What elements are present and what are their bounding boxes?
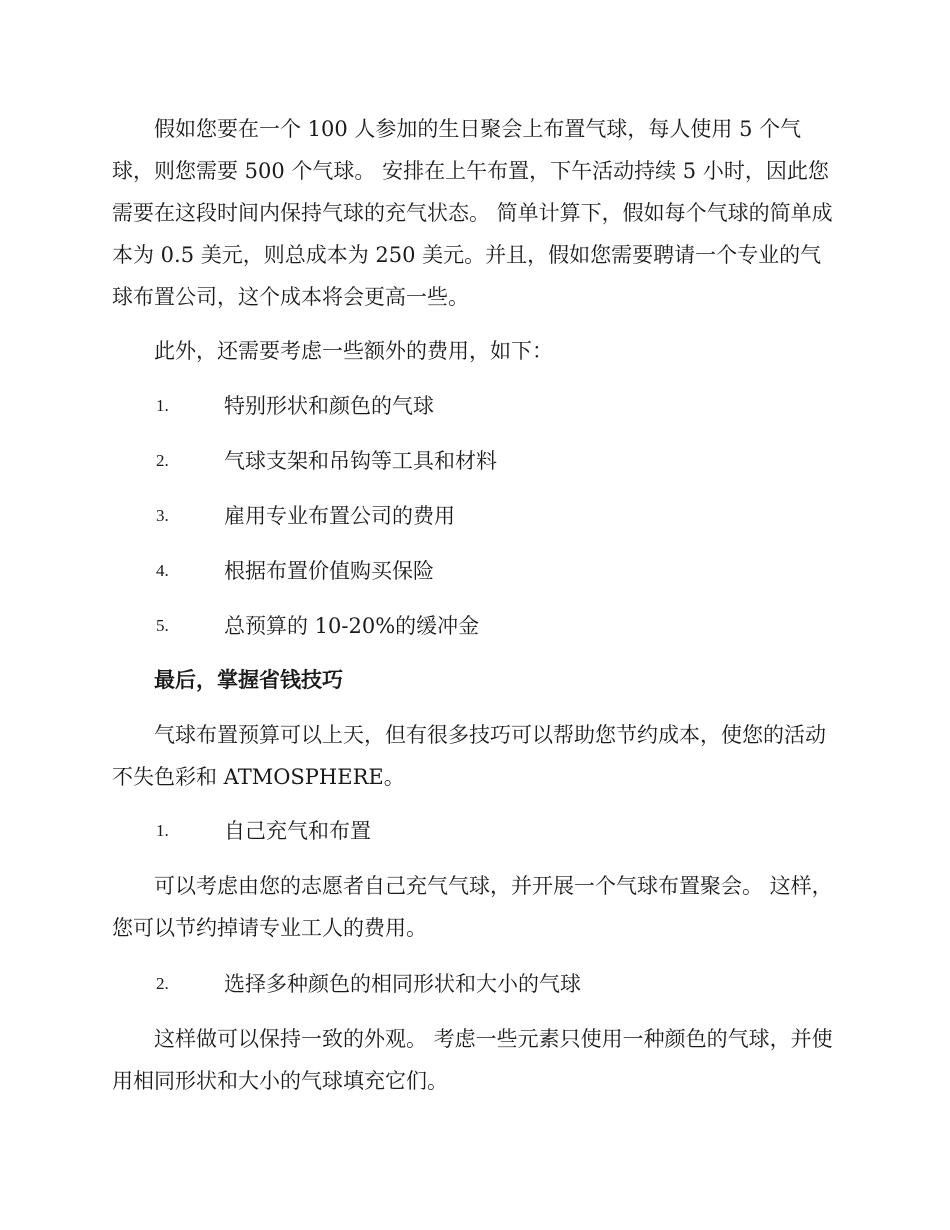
list-item-number: 3. <box>156 506 169 525</box>
tip-item <box>112 963 842 1005</box>
list-item <box>112 495 842 537</box>
list-item-text: 总预算的 10-20%的缓冲金 <box>224 614 480 638</box>
list-item <box>112 550 842 592</box>
list-item-number: 2. <box>156 451 169 470</box>
tip-number: 1. <box>156 821 169 840</box>
list-item <box>112 605 842 647</box>
list-item-text: 根据布置价值购买保险 <box>224 559 434 583</box>
tip-item <box>112 810 842 852</box>
intro-paragraph-block <box>112 108 842 318</box>
extra-costs-intro: 此外，还需要考虑一些额外的费用，如下： <box>154 339 553 363</box>
list-item-number: 4. <box>156 561 169 580</box>
tip-text: 自己充气和布置 <box>224 819 371 843</box>
tip-1-detail: 可以考虑由您的志愿者自己充气气球，并开展一个气球布置聚会。 这样，您可以节约掉请专业工人的费用。 <box>112 874 833 940</box>
extra-costs-intro-block <box>112 330 842 372</box>
list-item-text: 特别形状和颜色的气球 <box>224 394 434 418</box>
tip-2-detail: 这样做可以保持一致的外观。 考虑一些元素只使用一种颜色的气球，并使用相同形状和大小的气球填充它们。 <box>112 1027 833 1093</box>
tip-text: 选择多种颜色的相同形状和大小的气球 <box>224 972 581 996</box>
tip-1-detail-block <box>112 865 842 949</box>
list-item-number: 5. <box>156 616 169 635</box>
list-item-number: 1. <box>156 396 169 415</box>
saving-intro-paragraph: 气球布置预算可以上天，但有很多技巧可以帮助您节约成本，使您的活动不失色彩和 ATMOSPHERE。 <box>112 723 826 789</box>
list-item-text: 雇用专业布置公司的费用 <box>224 504 455 528</box>
list-item-text: 气球支架和吊钩等工具和材料 <box>224 449 497 473</box>
list-item <box>112 440 842 482</box>
saving-intro-block <box>112 714 842 798</box>
section-heading: 最后，掌握省钱技巧 <box>154 667 343 692</box>
tip-number: 2. <box>156 974 169 993</box>
list-item <box>112 385 842 427</box>
intro-paragraph: 假如您要在一个 100 人参加的生日聚会上布置气球，每人使用 5 个气球，则您需要 500 个气球。 安排在上午布置，下午活动持续 5 小时，因此您需要在这段时间内保持气球的充气状态。 简单计算下，假如每个气球的简单成本为 0.5 美元，则总成本为 250 美元。并且，假如您需要聘请一个专业的气球布置公司，这个成本将会更高一些。 <box>112 117 833 309</box>
tip-2-detail-block <box>112 1018 842 1102</box>
